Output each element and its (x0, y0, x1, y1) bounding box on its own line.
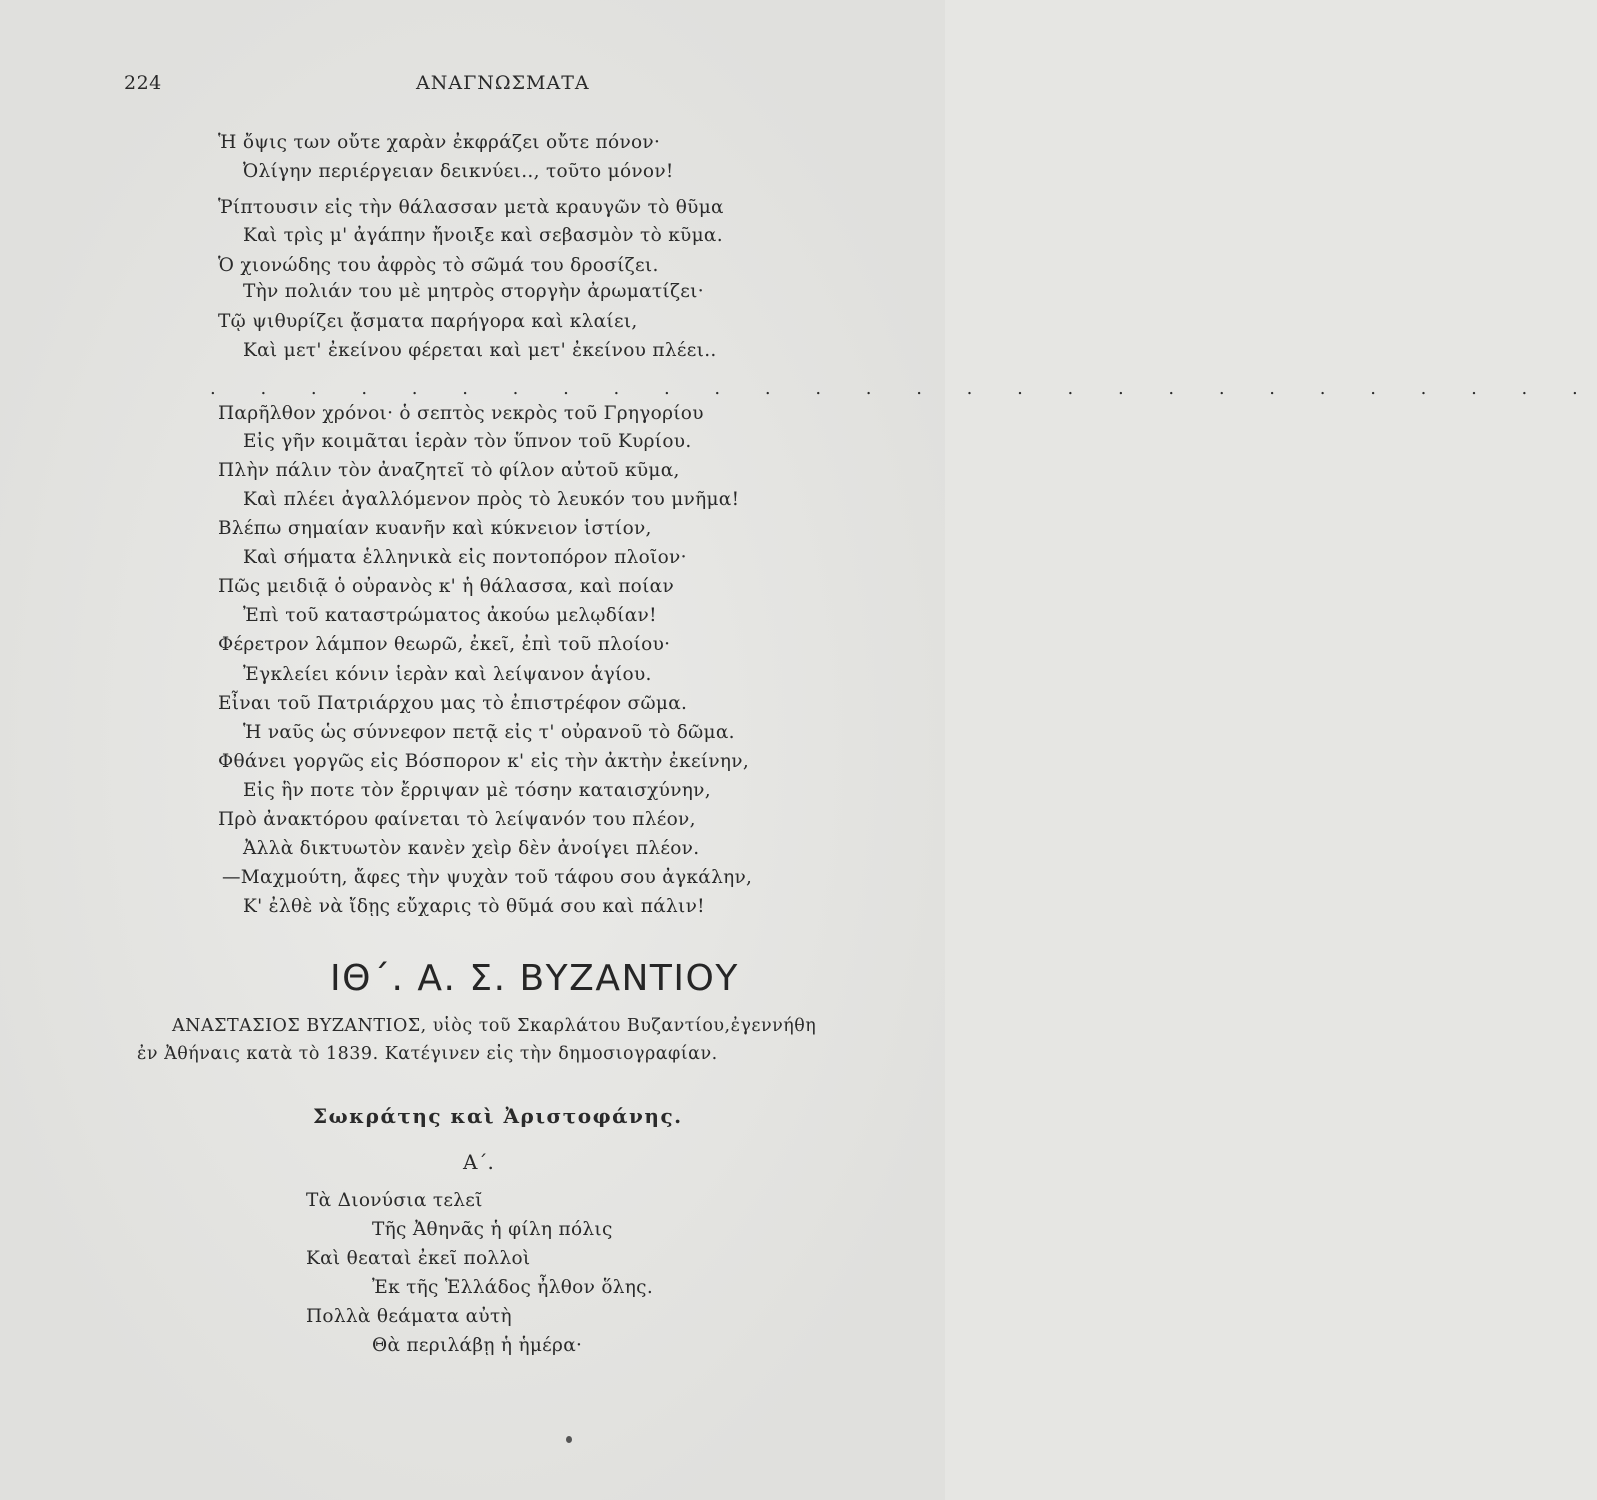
section-break-dots: . . . . . . . . . . . . . . . . . . . . . . . . . . . . (210, 378, 1597, 399)
verse-line: Ὀλίγην περιέργειαν δεικνύει.., τοῦτο μόνον! (243, 161, 674, 182)
verse-line: Τῷ ψιθυρίζει ᾄσματα παρήγορα καὶ κλαίει, (218, 311, 638, 332)
section-heading: ΙΘ΄. Α. Σ. ΒΥΖΑΝΤΙΟΥ (330, 958, 739, 999)
ink-spot (566, 1436, 572, 1443)
verse-line: Καὶ τρὶς μ' ἀγάπην ἤνοιξε καὶ σεβασμὸν τὸ κῦμα. (243, 225, 723, 246)
verse-line: Ἐπὶ τοῦ καταστρώματος ἀκούω μελῳδίαν! (243, 605, 657, 626)
verse-line: Ῥίπτουσιν εἰς τὴν θάλασσαν μετὰ κραυγῶν τὸ θῦμα (218, 197, 724, 218)
verse-line: Πρὸ ἀνακτόρου φαίνεται τὸ λείψανόν του πλέον, (218, 809, 696, 830)
verse-line: Ὁ χιονώδης του ἀφρὸς τὸ σῶμά του δροσίζει. (218, 255, 659, 276)
verse-line: Εἰς γῆν κοιμᾶται ἱερὰν τὸν ὕπνον τοῦ Κυρίου. (243, 431, 692, 452)
page-header (124, 72, 844, 102)
verse-line: Πολλὰ θεάματα αὐτὴ (306, 1306, 512, 1327)
author-bio-line: ἐν Ἀθήναις κατὰ τὸ 1839. Κατέγινεν εἰς τὴν δημοσιογραφίαν. (137, 1044, 718, 1064)
verse-line: Εἶναι τοῦ Πατριάρχου μας τὸ ἐπιστρέφον σῶμα. (218, 693, 688, 714)
verse-line: Πῶς μειδιᾷ ὁ οὐρανὸς κ' ἡ θάλασσα, καὶ ποίαν (218, 576, 675, 597)
verse-line: Τῆς Ἀθηνᾶς ἡ φίλη πόλις (372, 1219, 613, 1240)
verse-line: Ἡ ναῦς ὡς σύννεφον πετᾷ εἰς τ' οὐρανοῦ τὸ δῶμα. (243, 722, 735, 743)
verse-line: Ἐγκλείει κόνιν ἱερὰν καὶ λείψανον ἁγίου. (243, 664, 652, 685)
poem-title: Σωκράτης καὶ Ἀριστοφάνης. (313, 1104, 683, 1128)
verse-line: Ἡ ὄψις των οὔτε χαρὰν ἐκφράζει οὔτε πόνον· (218, 132, 661, 153)
verse-line: Πλὴν πάλιν τὸν ἀναζητεῖ τὸ φίλον αὐτοῦ κῦμα, (218, 460, 680, 481)
running-title: ΑΝΑΓΝΩΣΜΑΤΑ (416, 72, 590, 94)
verse-line: Καὶ σήματα ἑλληνικὰ εἰς ποντοπόρον πλοῖον· (243, 547, 687, 568)
verse-line: Ἐκ τῆς Ἑλλάδος ἦλθον ὅλης. (372, 1277, 654, 1298)
verse-line: Βλέπω σημαίαν κυανῆν καὶ κύκνειον ἱστίον, (218, 518, 652, 539)
verse-line: Καὶ πλέει ἀγαλλόμενον πρὸς τὸ λευκόν του μνῆμα! (243, 489, 740, 510)
verse-line: Φθάνει γοργῶς εἰς Βόσπορον κ' εἰς τὴν ἀκτὴν ἐκείνην, (218, 751, 750, 772)
poem-part-number: Α΄. (463, 1150, 494, 1174)
verse-line: Ἀλλὰ δικτυωτὸν κανὲν χεὶρ δὲν ἀνοίγει πλέον. (243, 838, 700, 859)
verse-line: Εἰς ἣν ποτε τὸν ἔρριψαν μὲ τόσην καταισχύνην, (243, 780, 711, 801)
verse-line: —Μαχμούτη, ἄφες τὴν ψυχὰν τοῦ τάφου σου ἀγκάλην, (222, 867, 753, 888)
author-bio-line: ΑΝΑΣΤΑΣΙΟΣ ΒΥΖΑΝΤΙΟΣ, υἱὸς τοῦ Σκαρλάτου Βυζαντίου,ἐγεννήθη (172, 1016, 817, 1036)
verse-line: Καὶ μετ' ἐκείνου φέρεται καὶ μετ' ἐκείνου πλέει.. (243, 340, 717, 361)
page-number: 224 (124, 72, 162, 94)
verse-line: Φέρετρον λάμπον θεωρῶ, ἐκεῖ, ἐπὶ τοῦ πλοίου· (218, 634, 671, 655)
verse-line: Θὰ περιλάβῃ ἡ ἡμέρα· (372, 1335, 583, 1356)
verse-line: Τὴν πολιάν του μὲ μητρὸς στοργὴν ἀρωματίζει· (243, 281, 704, 302)
verse-line: Κ' ἐλθὲ νὰ ἴδῃς εὔχαρις τὸ θῦμά σου καὶ πάλιν! (243, 896, 705, 917)
verse-line: Καὶ θεαταὶ ἐκεῖ πολλοὶ (306, 1248, 531, 1269)
verse-line: Τὰ Διονύσια τελεῖ (306, 1190, 483, 1211)
verse-line: Παρῆλθον χρόνοι· ὁ σεπτὸς νεκρὸς τοῦ Γρηγορίου (218, 403, 704, 424)
